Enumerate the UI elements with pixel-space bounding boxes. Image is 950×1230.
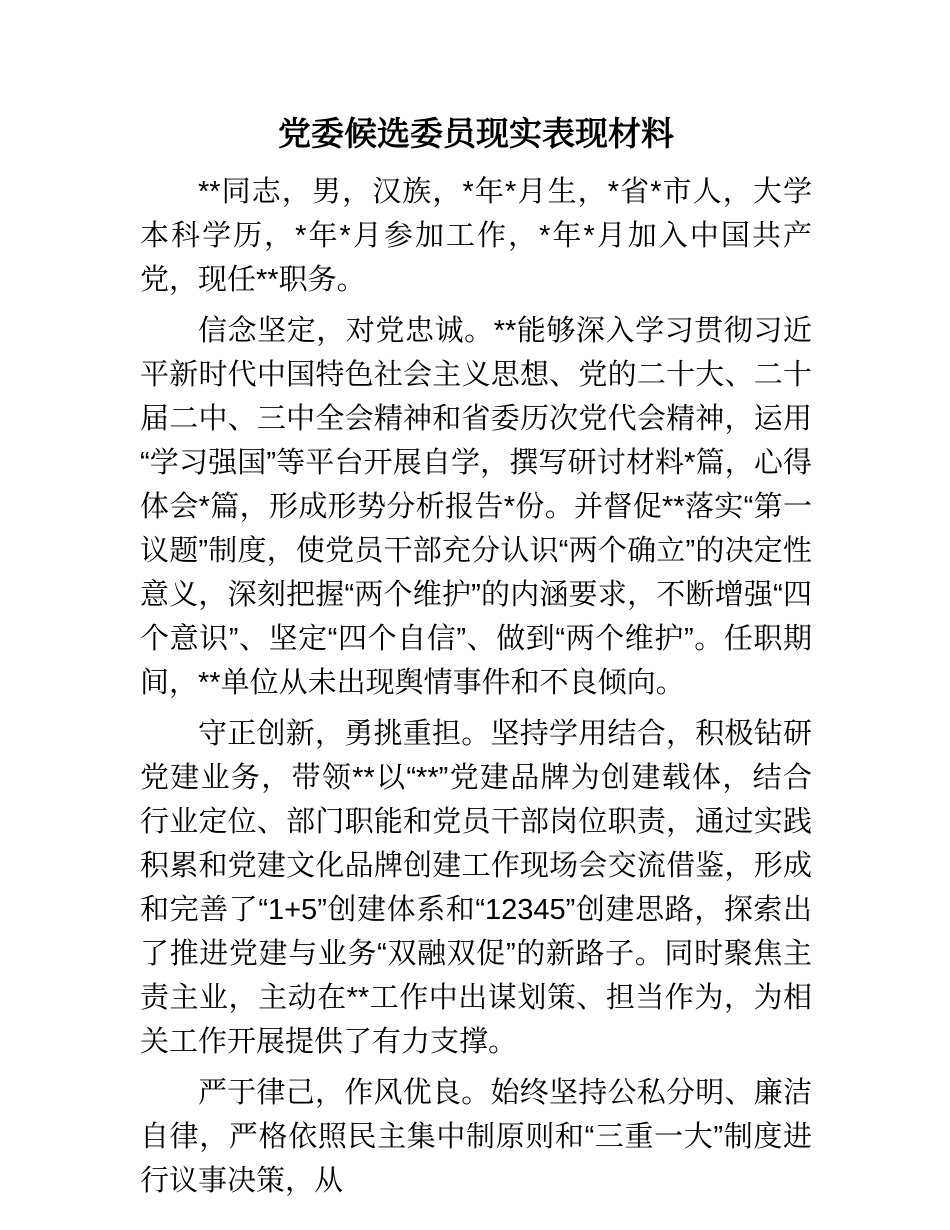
paragraph-innovation-responsibility: 守正创新，勇挑重担。坚持学用结合，积极钻研党建业务，带领**以“**”党建品牌为创建载体，结合行业定位、部门职能和党员干部岗位职责，通过实践积累和党建文化品牌创建工作现场会交流借鉴，形成和完善了“1+5”创建体系和“12345”创建思路，探索出了推进党建与业务“双融双促”的新路子。同时聚焦主责主业，主动在**工作中出谋划策、担当作为，为相关工作开展提供了有力支撑。 <box>140 718 812 1058</box>
document-title: 党委候选委员现实表现材料 <box>278 115 674 152</box>
paragraph-intro: **同志，男，汉族，*年*月生，*省*市人，大学本科学历，*年*月参加工作，*年*月加入中国共产党，现任**职务。 <box>140 176 812 296</box>
paragraph-self-discipline: 严于律己，作风优良。始终坚持公私分明、廉洁自律，严格依照民主集中制原则和“三重一大”制度进行议事决策，从 <box>140 1077 812 1197</box>
paragraph-belief-loyalty: 信念坚定，对党忠诚。**能够深入学习贯彻习近平新时代中国特色社会主义思想、党的二十大、二十届二中、三中全会精神和省委历次党代会精神，运用“学习强国”等平台开展自学，撰写研讨材料*篇，心得体会*篇，形成形势分析报告*份。并督促**落实“第一议题”制度，使党员干部充分认识“两个确立”的决定性意义，深刻把握“两个维护”的内涵要求，不断增强“四个意识”、坚定“四个自信”、做到“两个维护”。任职期间，**单位从未出现舆情事件和不良倾向。 <box>140 315 812 699</box>
